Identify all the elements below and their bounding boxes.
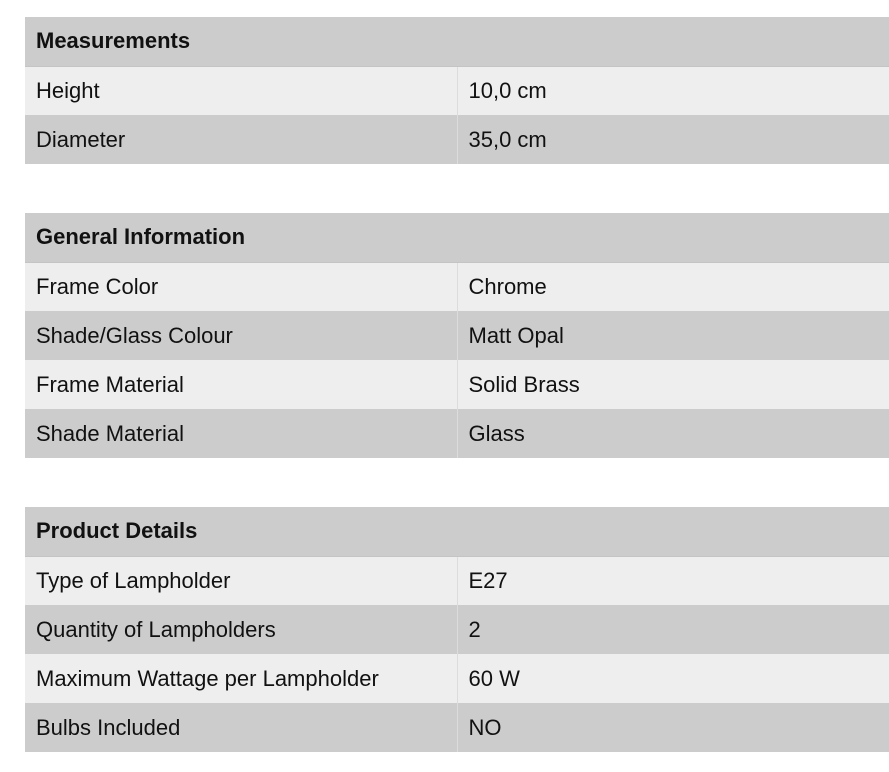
table-row-lampholder-quantity	[25, 605, 889, 654]
frame-color-label: Frame Color	[25, 262, 457, 311]
table-row-max-wattage	[25, 654, 889, 703]
table-row-bulbs-included	[25, 703, 889, 752]
general-information-title: General Information	[25, 213, 889, 262]
measurements-table	[25, 17, 889, 164]
product-details-title: Product Details	[25, 507, 889, 556]
shade-glass-colour-label: Shade/Glass Colour	[25, 311, 457, 360]
shade-material-value: Glass	[457, 409, 889, 458]
shade-material-label: Shade Material	[25, 409, 457, 458]
table-row-frame-material	[25, 360, 889, 409]
height-value: 10,0 cm	[457, 66, 889, 115]
shade-glass-colour-value: Matt Opal	[457, 311, 889, 360]
max-wattage-value: 60 W	[457, 654, 889, 703]
table-row-diameter	[25, 115, 889, 164]
product-details-table	[25, 507, 889, 752]
table-row-shade-glass-colour	[25, 311, 889, 360]
general-header-row	[25, 213, 889, 262]
lampholder-type-label: Type of Lampholder	[25, 556, 457, 605]
lampholder-quantity-label: Quantity of Lampholders	[25, 605, 457, 654]
bulbs-included-value: NO	[457, 703, 889, 752]
measurements-title: Measurements	[25, 17, 889, 66]
measurements-header-row	[25, 17, 889, 66]
general-information-table	[25, 213, 889, 458]
table-row-height	[25, 66, 889, 115]
height-label: Height	[25, 66, 457, 115]
frame-material-value: Solid Brass	[457, 360, 889, 409]
table-row-frame-color	[25, 262, 889, 311]
table-row-lampholder-type	[25, 556, 889, 605]
table-row-shade-material	[25, 409, 889, 458]
max-wattage-label: Maximum Wattage per Lampholder	[25, 654, 457, 703]
frame-material-label: Frame Material	[25, 360, 457, 409]
product-header-row	[25, 507, 889, 556]
frame-color-value: Chrome	[457, 262, 889, 311]
diameter-label: Diameter	[25, 115, 457, 164]
lampholder-type-value: E27	[457, 556, 889, 605]
lampholder-quantity-value: 2	[457, 605, 889, 654]
diameter-value: 35,0 cm	[457, 115, 889, 164]
bulbs-included-label: Bulbs Included	[25, 703, 457, 752]
